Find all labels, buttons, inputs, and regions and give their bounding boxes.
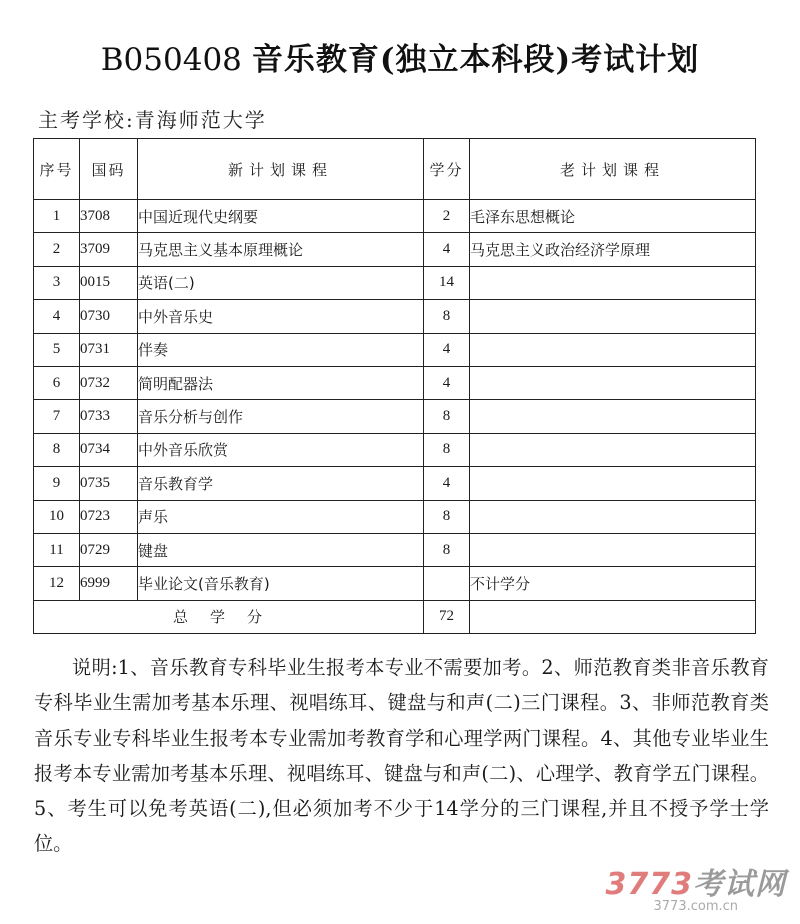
- header-old-course: 老计划课程: [470, 139, 756, 200]
- table-row: [34, 500, 756, 533]
- header-credits: 学分: [424, 139, 470, 200]
- cell-code: 0733: [80, 400, 138, 433]
- cell-code: 0723: [80, 500, 138, 533]
- host-school: 主考学校:青海师范大学: [38, 108, 267, 132]
- cell-old-course: [470, 333, 756, 366]
- cell-old-course: [470, 433, 756, 466]
- header-new-course: 新计划课程: [138, 139, 424, 200]
- table-header-row: [34, 139, 756, 200]
- program-name: 音乐教育(独立本科段)考试计划: [251, 42, 700, 78]
- total-label: 总学分: [34, 600, 424, 633]
- cell-course: 键盘: [138, 533, 424, 566]
- cell-code: 0735: [80, 467, 138, 500]
- table-row: [34, 333, 756, 366]
- cell-credits: 8: [424, 533, 470, 566]
- watermark: [606, 859, 787, 914]
- table-row: [34, 266, 756, 299]
- cell-credits: 2: [424, 200, 470, 233]
- cell-seq: 7: [34, 400, 80, 433]
- cell-seq: 11: [34, 533, 80, 566]
- cell-seq: 9: [34, 467, 80, 500]
- header-code: 国码: [80, 139, 138, 200]
- cell-code: 0734: [80, 433, 138, 466]
- cell-course: 中外音乐欣赏: [138, 433, 424, 466]
- table-row: [34, 567, 756, 600]
- cell-credits: 14: [424, 266, 470, 299]
- notes-paragraph: 说明:1、音乐教育专科毕业生报考本专业不需要加考。2、师范教育类非音乐教育专科毕业生需加考基本乐理、视唱练耳、键盘与和声(二)三门课程。3、非师范教育类音乐专业专科毕业生报考本专业需加考教育学和心理学两门课程。4、其他专业毕业生报考本专业需加考基本乐理、视唱练耳、键盘与和声(二)、心理学、教育学五门课程。5、考生可以免考英语(二),但必须加考不少于14学分的三门课程,并且不授予学士学位。: [34, 656, 769, 856]
- cell-old-course: [470, 366, 756, 399]
- page-title: [0, 34, 800, 79]
- table-total-row: [34, 600, 756, 633]
- table-body: [34, 200, 756, 634]
- program-code: B050408: [100, 42, 242, 78]
- table-row: [34, 233, 756, 266]
- table-row: [34, 400, 756, 433]
- watermark-brand: [606, 859, 787, 903]
- cell-credits: 4: [424, 333, 470, 366]
- cell-course: 毕业论文(音乐教育): [138, 567, 424, 600]
- cell-old-course: 毛泽东思想概论: [470, 200, 756, 233]
- cell-credits: 4: [424, 467, 470, 500]
- cell-old-course: [470, 533, 756, 566]
- cell-old-course: [470, 467, 756, 500]
- cell-credits: 8: [424, 433, 470, 466]
- cell-course: 中外音乐史: [138, 300, 424, 333]
- cell-course: 伴奏: [138, 333, 424, 366]
- cell-course: 简明配器法: [138, 366, 424, 399]
- table-row: [34, 467, 756, 500]
- cell-seq: 3: [34, 266, 80, 299]
- watermark-brand-number: 3773: [605, 867, 693, 902]
- total-empty-cell: [470, 600, 756, 633]
- table-row: [34, 366, 756, 399]
- watermark-brand-text: 考试网: [693, 867, 786, 902]
- cell-old-course: [470, 300, 756, 333]
- cell-credits: 8: [424, 400, 470, 433]
- cell-seq: 12: [34, 567, 80, 600]
- cell-course: 马克思主义基本原理概论: [138, 233, 424, 266]
- table-row: [34, 200, 756, 233]
- cell-old-course: [470, 266, 756, 299]
- cell-seq: 6: [34, 366, 80, 399]
- cell-old-course: 不计学分: [470, 567, 756, 600]
- cell-code: 3708: [80, 200, 138, 233]
- cell-course: 声乐: [138, 500, 424, 533]
- table-row: [34, 433, 756, 466]
- exam-plan-table: [33, 138, 756, 634]
- cell-credits: 4: [424, 233, 470, 266]
- cell-seq: 1: [34, 200, 80, 233]
- cell-code: 0015: [80, 266, 138, 299]
- cell-code: 6999: [80, 567, 138, 600]
- cell-code: 0731: [80, 333, 138, 366]
- total-credits: 72: [424, 600, 470, 633]
- cell-seq: 2: [34, 233, 80, 266]
- cell-credits: [424, 567, 470, 600]
- cell-course: 英语(二): [138, 266, 424, 299]
- cell-credits: 8: [424, 300, 470, 333]
- cell-old-course: 马克思主义政治经济学原理: [470, 233, 756, 266]
- cell-credits: 8: [424, 500, 470, 533]
- cell-seq: 10: [34, 500, 80, 533]
- cell-code: 0729: [80, 533, 138, 566]
- cell-credits: 4: [424, 366, 470, 399]
- cell-code: 3709: [80, 233, 138, 266]
- cell-seq: 5: [34, 333, 80, 366]
- cell-seq: 8: [34, 433, 80, 466]
- cell-course: 音乐分析与创作: [138, 400, 424, 433]
- header-seq: 序号: [34, 139, 80, 200]
- cell-code: 0730: [80, 300, 138, 333]
- table-row: [34, 533, 756, 566]
- table-row: [34, 300, 756, 333]
- cell-course: 音乐教育学: [138, 467, 424, 500]
- cell-course: 中国近现代史纲要: [138, 200, 424, 233]
- cell-seq: 4: [34, 300, 80, 333]
- cell-code: 0732: [80, 366, 138, 399]
- watermark-site: 3773.com.cn: [653, 899, 738, 914]
- cell-old-course: [470, 500, 756, 533]
- cell-old-course: [470, 400, 756, 433]
